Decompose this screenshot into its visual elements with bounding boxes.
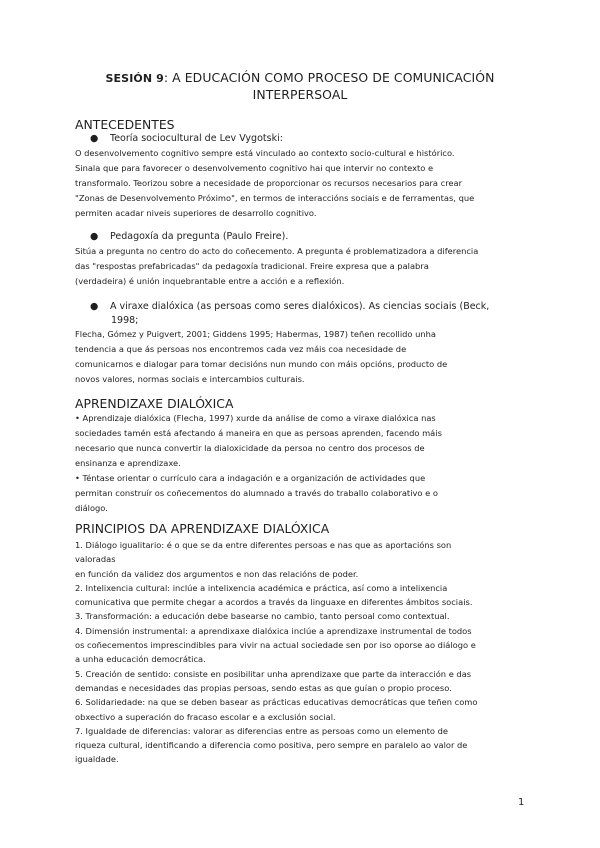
list-line: 3. Transformación: a educación debe basearse no cambio, tanto persoal como contextual. (75, 611, 450, 622)
text-line: Flecha, Gómez y Puigvert, 2001; Giddens 1995; Habermas, 1987) teñen recollido unha (75, 329, 436, 339)
principles-list (75, 538, 530, 767)
text-line: ensinanza e aprendizaxe. (75, 458, 181, 468)
list-line: os coñecementos imprescindibles para vivir na actual sociedade sen por iso oporse ao diálogo e (75, 640, 476, 651)
title-text-line2: INTERPERSOAL (252, 87, 348, 102)
text-line: O desenvolvemento cognitivo sempre está vinculado ao contexto socio-cultural e histórico. (75, 148, 455, 158)
list-line: riqueza cultural, identificando a diferencia como positiva, pero sempre en paralelo ao valor de (75, 740, 468, 751)
text-line: • Aprendizaje dialóxica (Flecha, 1997) xurde da análise de como a viraxe dialóxica nas (75, 413, 436, 423)
list-line: 6. Solidariedade: na que se deben basear as prácticas educativas democráticas que teñen como (75, 697, 478, 708)
paragraph-aprendizaxe (75, 411, 530, 516)
bullet-title: A viraxe dialóxica (as persoas como seres dialóxicos). As ciencias sociais (Beck, (110, 301, 490, 312)
text-line: Sinala que para favorecer o desenvolvemento cognitivo hai que intervir no contexto e (75, 163, 434, 173)
text-line: permitan construír os coñecementos do alumnado a través do traballo colaborativo e o (75, 488, 438, 498)
text-line: sociedades tamén está afectando á maneira en que as persoas aprenden, facendo máis (75, 428, 442, 438)
list-line: 7. Igualdade de diferencias: valorar as diferencias entre as persoas como un elemento de (75, 725, 448, 736)
bullet-freire: ● Pedagoxía da pregunta (Paulo Freire). (90, 231, 289, 242)
paragraph-viraxe (75, 327, 530, 387)
text-line: permiten acadar niveis superiores de desarrollo cognitivo. (75, 208, 317, 218)
paragraph-freire (75, 244, 530, 289)
bullet-viraxe: ● A viraxe dialóxica (as persoas como seres dialóxicos). As ciencias sociais (Beck, 1998; (90, 301, 490, 326)
list-line: comunicativa que permite chegar a acordos a través da linguaxe en diferentes ámbitos sociais. (75, 597, 473, 608)
text-line: "Zonas de Desenvolvemento Próximo", en termos de interaccións sociais e de ferramentas, que (75, 193, 475, 203)
bullet-title: Teoría sociocultural de Lev Vygotski: (110, 133, 283, 144)
session-label: SESIÓN 9 (105, 72, 164, 85)
list-line: valoradas (75, 554, 116, 565)
text-line: Sitúa a pregunta no centro do acto do coñecemento. A pregunta é problematizadora a diferencia (75, 246, 479, 256)
text-line: transformalo. Teorizou sobre a necesidade de proporcionar os recursos necesarios para crear (75, 178, 463, 188)
page-title (75, 70, 525, 103)
list-line: 5. Creación de sentido: consiste en posibilitar unha aprendizaxe que parte da interacción e das (75, 668, 472, 679)
text-line: • Téntase orientar o currículo cara a indagación e a organización de actividades que (75, 473, 426, 483)
bullet-title-continued: 1998; (111, 315, 139, 326)
text-line: diálogo. (75, 503, 108, 513)
list-line: obxectivo a superación do fracaso escolar e a exclusión social. (75, 711, 336, 722)
text-line: (verdadeira) é unión inquebrantable entre a acción e a reflexión. (75, 276, 345, 286)
list-line: en función da validez dos argumentos e non das relacións de poder. (75, 568, 359, 579)
page-number: 1 (518, 797, 525, 808)
text-line: necesario que nunca convertir la dialoxicidade da persoa no centro dos procesos de (75, 443, 425, 453)
paragraph-vygotski (75, 146, 530, 221)
text-line: comunicarnos e dialogar para tomar decisións nun mundo con máis opcións, producto de (75, 359, 448, 369)
section-heading-aprendizaxe: APRENDIZAXE DIALÓXICA (75, 396, 234, 411)
list-line: 1. Diálogo igualitario: é o que se da entre diferentes persoas e nas que as aportacións son (75, 540, 452, 550)
text-line: novos valores, normas sociais e intercambios culturais. (75, 374, 305, 384)
bullet-title: Pedagoxía da pregunta (Paulo Freire). (110, 231, 289, 242)
bullet-vygotski: ● Teoría sociocultural de Lev Vygotski: (90, 133, 283, 144)
list-line: demandas e necesidades das propias persoas, sendo estas as que guían o propio proceso. (75, 682, 452, 693)
list-line: 4. Dimensión instrumental: a aprendixaxe dialóxica inclúe a aprendizaxe instrumental de todos (75, 625, 472, 636)
list-line: igualdade. (75, 754, 119, 765)
title-text-line1: : A EDUCACIÓN COMO PROCESO DE COMUNICACIÓN (163, 70, 495, 85)
list-line: 2. Intelixencia cultural: inclúe a intelixencia académica e práctica, así como a intelixencia (75, 582, 448, 593)
text-line: tendencia a que ás persoas nos encontremos cada vez máis coa necesidade de (75, 344, 407, 354)
section-heading-antecedentes: ANTECEDENTES (75, 117, 175, 132)
text-line: das "respostas prefabricadas" da pedagoxía tradicional. Freire expresa que a palabra (75, 261, 429, 271)
list-line: a unha educación democrática. (75, 654, 206, 665)
section-heading-principios: PRINCIPIOS DA APRENDIZAXE DIALÓXICA (75, 521, 330, 536)
